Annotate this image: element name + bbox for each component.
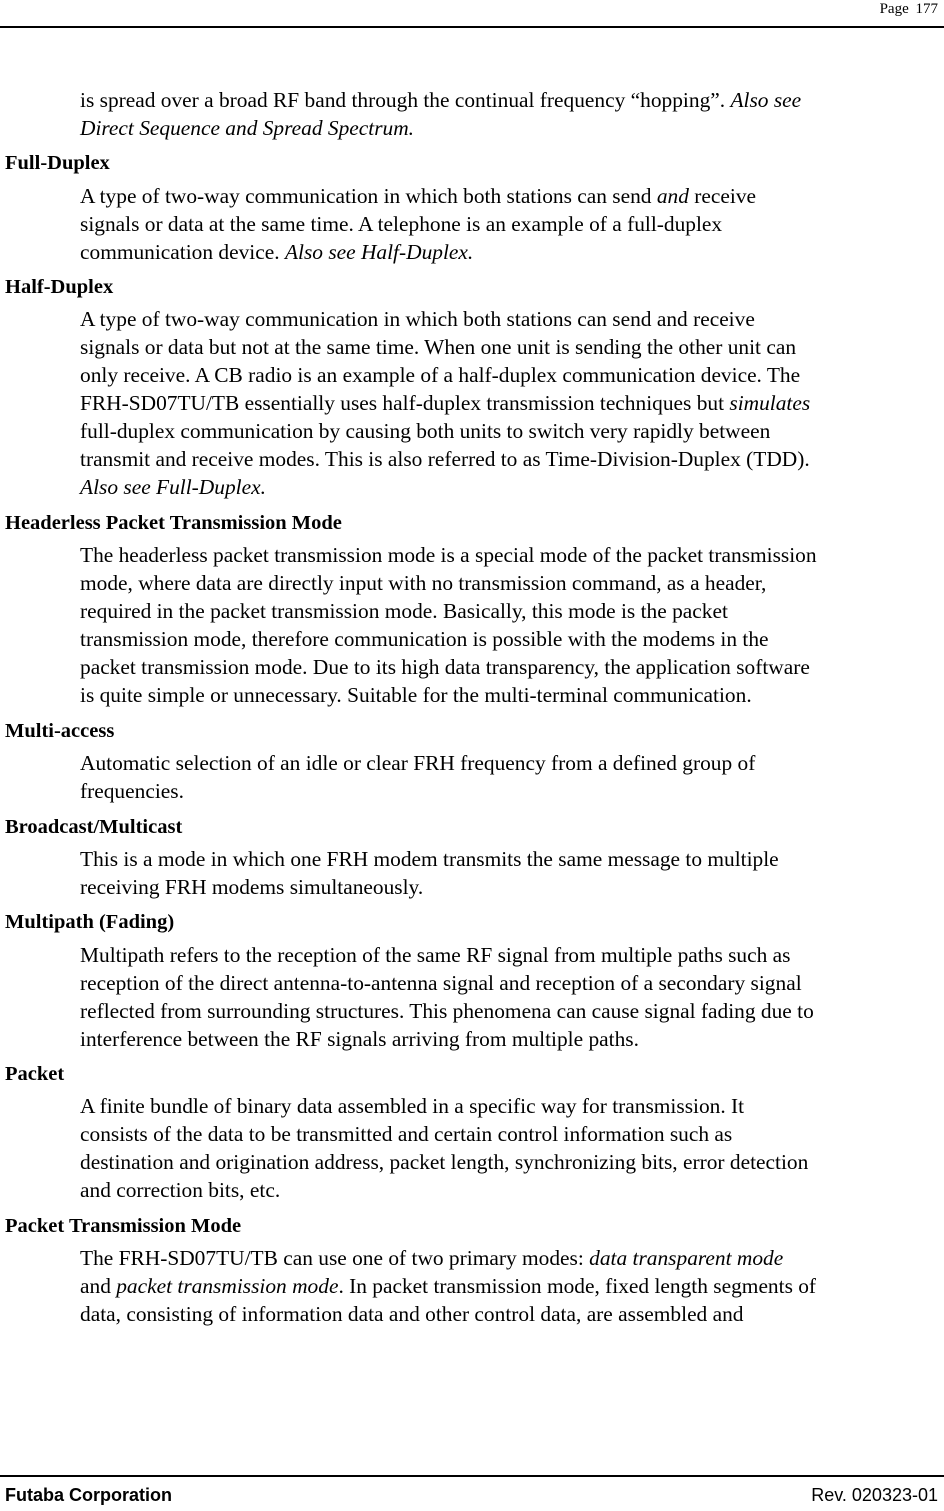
definition-line: [80, 389, 944, 417]
text-run: mode, where data are directly input with no transmission command, as a header,: [80, 571, 767, 596]
definition-line: [80, 86, 944, 114]
emphasis-text: Also see Half-Duplex.: [284, 239, 474, 264]
text-run: FRH-SD07TU/TB essentially uses half-duplex transmission techniques but: [80, 391, 730, 416]
text-run: receiving FRH modems simultaneously.: [80, 875, 424, 899]
definition-line: [80, 777, 944, 805]
glossary-term: Half-Duplex: [5, 275, 114, 298]
emphasis-text: packet transmission mode: [116, 1274, 339, 1299]
text-run: The headerless packet transmission mode is a special mode of the packet transmission: [80, 543, 817, 568]
glossary-term: Packet: [5, 1063, 65, 1085]
glossary-definition: [80, 86, 944, 142]
page-header: [0, 0, 944, 28]
glossary-term: Full-Duplex: [5, 152, 110, 175]
page-footer: [0, 1475, 944, 1511]
emphasis-text: data transparent mode: [589, 1246, 784, 1271]
text-run: The FRH-SD07TU/TB can use one of two primary modes:: [80, 1246, 590, 1271]
text-run: reception of the direct antenna-to-antenna signal and reception of a secondary signal: [80, 970, 802, 995]
text-run: signals or data but not at the same time. When one unit is sending the other unit can: [80, 335, 797, 360]
definition-line: [80, 473, 944, 501]
emphasis-text: and: [656, 183, 689, 208]
text-run: Multipath refers to the reception of the same RF signal from multiple paths such as: [80, 942, 791, 967]
glossary-definition: [80, 541, 944, 709]
text-run: is quite simple or unnecessary. Suitable for the multi-terminal communication.: [80, 683, 752, 708]
definition-line: [80, 182, 944, 210]
text-run: . In packet transmission mode, fixed length segments of: [338, 1274, 817, 1299]
text-run: A type of two-way communication in which both stations can send: [80, 183, 657, 208]
definition-line: [80, 625, 944, 653]
glossary-definition: [80, 1244, 944, 1328]
definition-line: [80, 361, 944, 389]
definition-line: [80, 1025, 944, 1053]
text-run: Automatic selection of an idle or clear FRH frequency from a defined group of: [80, 751, 756, 776]
definition-line: [80, 114, 944, 142]
definition-line: [80, 210, 944, 238]
definition-line: [80, 1272, 944, 1300]
glossary-term: Headerless Packet Transmission Mode: [5, 512, 342, 534]
definition-line: [80, 1148, 944, 1176]
text-run: receive: [688, 183, 757, 208]
text-run: and: [80, 1274, 117, 1299]
text-run: packet transmission mode. Due to its high data transparency, the application software: [80, 655, 810, 680]
glossary-term: Multipath (Fading): [5, 911, 175, 934]
text-run: required in the packet transmission mode. Basically, this mode is the packet: [80, 599, 728, 624]
page-label: Page: [879, 1, 909, 17]
definition-line: [80, 997, 944, 1025]
footer-revision: Rev. 020323-01: [811, 1485, 938, 1505]
glossary-definition: [80, 845, 944, 901]
text-run: This is a mode in which one FRH modem transmits the same message to multiple: [80, 847, 779, 871]
text-run: signals or data at the same time. A telephone is an example of a full-duplex: [80, 211, 723, 236]
text-run: reflected from surrounding structures. This phenomena can cause signal fading due to: [80, 998, 814, 1023]
text-run: consists of the data to be transmitted and certain control information such as: [80, 1122, 733, 1147]
text-run: A type of two-way communication in which both stations can send and receive: [80, 307, 755, 332]
definition-line: [80, 597, 944, 625]
emphasis-text: Direct Sequence and Spread Spectrum.: [80, 116, 415, 140]
text-run: interference between the RF signals arriving from multiple paths.: [80, 1026, 639, 1051]
text-run: and correction bits, etc.: [80, 1178, 281, 1203]
emphasis-text: Also see: [730, 88, 802, 112]
text-run: communication device.: [80, 239, 285, 264]
page-number-value: 177: [915, 1, 938, 17]
definition-line: [80, 1120, 944, 1148]
text-run: transmit and receive modes. This is also referred to as Time-Division-Duplex (TDD).: [80, 447, 810, 472]
text-run: only receive. A CB radio is an example of a half-duplex communication device. The: [80, 363, 801, 388]
definition-line: [80, 941, 944, 969]
definition-line: [80, 681, 944, 709]
definition-line: [80, 333, 944, 361]
glossary-definition: [80, 941, 944, 1053]
text-run: A finite bundle of binary data assembled in a specific way for transmission. It: [80, 1094, 745, 1119]
definition-line: [80, 1300, 944, 1328]
definition-line: [80, 749, 944, 777]
footer-company: Futaba Corporation: [5, 1485, 172, 1505]
definition-line: [80, 845, 944, 873]
definition-line: [80, 541, 944, 569]
glossary-definition: [80, 1092, 944, 1204]
glossary-term: Packet Transmission Mode: [5, 1214, 242, 1237]
text-run: transmission mode, therefore communication is possible with the modems in the: [80, 627, 769, 652]
text-run: full-duplex communication by causing both units to switch very rapidly between: [80, 419, 771, 444]
text-run: is spread over a broad RF band through the continual frequency “hopping”.: [80, 88, 731, 112]
text-run: data, consisting of information data and other control data, are assembled and: [80, 1302, 744, 1327]
definition-line: [80, 969, 944, 997]
definition-line: [80, 653, 944, 681]
emphasis-text: simulates: [729, 391, 811, 416]
definition-line: [80, 305, 944, 333]
glossary-term: Broadcast/Multicast: [5, 815, 183, 838]
page-number: [880, 0, 938, 18]
definition-line: [80, 1176, 944, 1204]
definition-line: [80, 445, 944, 473]
definition-line: [80, 873, 944, 901]
glossary-definition: [80, 182, 944, 266]
definition-line: [80, 238, 944, 266]
definition-line: [80, 417, 944, 445]
definition-line: [80, 1244, 944, 1272]
text-run: destination and origination address, packet length, synchronizing bits, error detection: [80, 1150, 809, 1175]
glossary-definition: [80, 305, 944, 501]
emphasis-text: Also see Full-Duplex.: [80, 475, 266, 500]
glossary-term: Multi-access: [5, 720, 115, 742]
definition-line: [80, 569, 944, 597]
text-run: frequencies.: [80, 779, 184, 804]
definition-line: [80, 1092, 944, 1120]
glossary-definition: [80, 749, 944, 805]
